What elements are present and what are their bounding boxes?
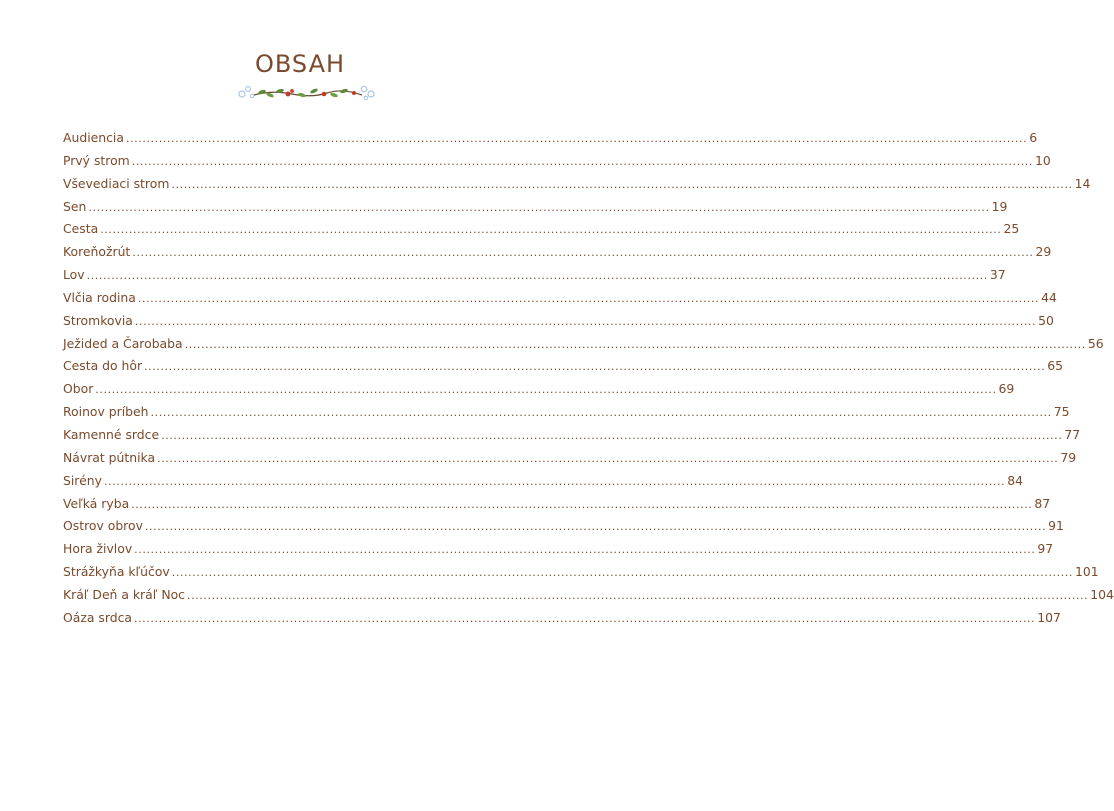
floral-divider-icon [232,80,382,104]
toc-entry[interactable] [63,221,1020,244]
dot-leader: ............................................................................................................................................................................................................................ [150,406,1052,420]
toc-entry-title: Kráľ Deň a kráľ Noc [63,586,185,602]
toc-entry-page: 107 [1037,609,1061,625]
dot-leader: ............................................................................................................................................................................................................................ [137,291,1040,305]
toc-entry-page: 56 [1087,335,1104,351]
toc-entry[interactable] [63,472,1023,496]
toc-entry-page: 44 [1041,289,1057,305]
toc-entry-page: 87 [1034,495,1051,511]
toc-entry-page: 6 [1029,130,1038,145]
toc-entry-title: Roinov príbeh [63,404,149,420]
toc-entry-title: Koreňožrút [63,244,131,260]
dot-leader: ............................................................................................................................................................................................................................ [171,177,1073,191]
toc-entry-title: Audiencia [63,130,124,145]
dot-leader: ............................................................................................................................................................................................................................ [103,474,1006,488]
toc-entry[interactable] [63,244,1052,267]
toc-entry[interactable] [63,518,1064,541]
dot-leader: ............................................................................................................................................................................................................................ [95,383,997,397]
dot-leader: ............................................................................................................................................................................................................................ [100,223,1002,237]
toc-entry-title: Cesta do hôr [63,358,143,374]
toc-entry[interactable] [63,312,1054,336]
toc-entry-title: Kamenné srdce [63,426,160,442]
toc-entry-page: 14 [1074,175,1091,191]
dot-leader: ............................................................................................................................................................................................................................ [131,154,1033,168]
toc-entry[interactable] [63,381,1015,404]
toc-entry-title: Oáza srdca [63,609,132,625]
dot-leader: ............................................................................................................................................................................................................................ [187,588,1089,602]
toc-entry-page: 25 [1003,221,1020,237]
toc-entry-page: 19 [991,198,1008,214]
dot-leader: ............................................................................................................................................................................................................................ [132,246,1034,260]
toc-entry-page: 79 [1060,449,1077,465]
dot-leader: ............................................................................................................................................................................................................................ [131,497,1033,511]
toc-entry-page: 69 [998,381,1015,397]
dot-leader: ............................................................................................................................................................................................................................ [144,360,1046,374]
toc-entry[interactable] [63,175,1091,199]
dot-leader: ............................................................................................................................................................................................................................ [134,543,1036,557]
toc-entry[interactable] [63,404,1070,427]
dot-leader: ............................................................................................................................................................................................................................ [134,314,1037,328]
toc-entry[interactable] [63,495,1051,519]
toc-entry[interactable] [63,541,1054,564]
toc-entry[interactable] [63,426,1081,450]
toc-entry-title: Prvý strom [63,152,130,168]
toc-entry-page: 75 [1053,404,1070,420]
dot-leader: ............................................................................................................................................................................................................................ [133,611,1036,625]
toc-entry-title: Sirény [63,472,102,488]
toc-entry-title: Vševediaci strom [63,175,170,191]
page-title: OBSAH [254,50,346,78]
toc-entry-page: 65 [1047,358,1064,374]
toc-entry[interactable] [63,152,1051,176]
toc-entry[interactable] [63,358,1064,381]
toc-entry-title: Ostrov obrov [63,518,143,534]
toc-entry[interactable] [63,564,1099,587]
toc-entry-title: Obor [63,381,94,397]
toc-entry-page: 91 [1048,518,1064,534]
dot-leader: ............................................................................................................................................................................................................................ [184,337,1086,351]
toc-entry-title: Ježided a Čarobaba [63,335,183,351]
toc-entry-page: 104 [1090,586,1114,602]
toc-entry-title: Lov [63,267,85,283]
toc-entry-page: 97 [1037,541,1054,557]
toc-entry-title: Cesta [63,221,99,237]
toc-entry-title: Vlčia rodina [63,289,136,305]
toc-entry-page: 77 [1064,426,1081,442]
dot-leader: ............................................................................................................................................................................................................................ [125,132,1028,145]
toc-entry[interactable] [63,335,1104,359]
toc-entry[interactable] [63,198,1008,222]
toc-entry-title: Strážkyňa kľúčov [63,564,170,580]
table-of-contents [63,130,1114,633]
toc-entry-title: Návrat pútnika [63,449,156,465]
dot-leader: ............................................................................................................................................................................................................................ [171,566,1074,580]
dot-leader: ............................................................................................................................................................................................................................ [161,428,1063,442]
toc-entry-page: 50 [1038,312,1054,328]
toc-entry-title: Stromkovia [63,312,133,328]
toc-entry[interactable] [63,289,1057,313]
toc-entry[interactable] [63,130,1038,153]
toc-entry-title: Sen [63,198,87,214]
toc-entry[interactable] [63,586,1114,610]
toc-entry[interactable] [63,449,1077,473]
toc-entry[interactable] [63,609,1061,633]
toc-entry-title: Hora živlov [63,541,133,557]
dot-leader: ............................................................................................................................................................................................................................ [88,200,990,214]
toc-entry-page: 37 [989,267,1006,283]
toc-entry[interactable] [63,267,1006,290]
toc-entry-page: 101 [1075,564,1099,580]
dot-leader: ............................................................................................................................................................................................................................ [157,451,1059,465]
dot-leader: ............................................................................................................................................................................................................................ [86,269,988,283]
toc-entry-title: Veľká ryba [63,495,130,511]
toc-entry-page: 10 [1035,152,1051,168]
toc-entry-page: 84 [1007,472,1023,488]
toc-entry-page: 29 [1035,244,1052,260]
dot-leader: ............................................................................................................................................................................................................................ [144,520,1047,534]
